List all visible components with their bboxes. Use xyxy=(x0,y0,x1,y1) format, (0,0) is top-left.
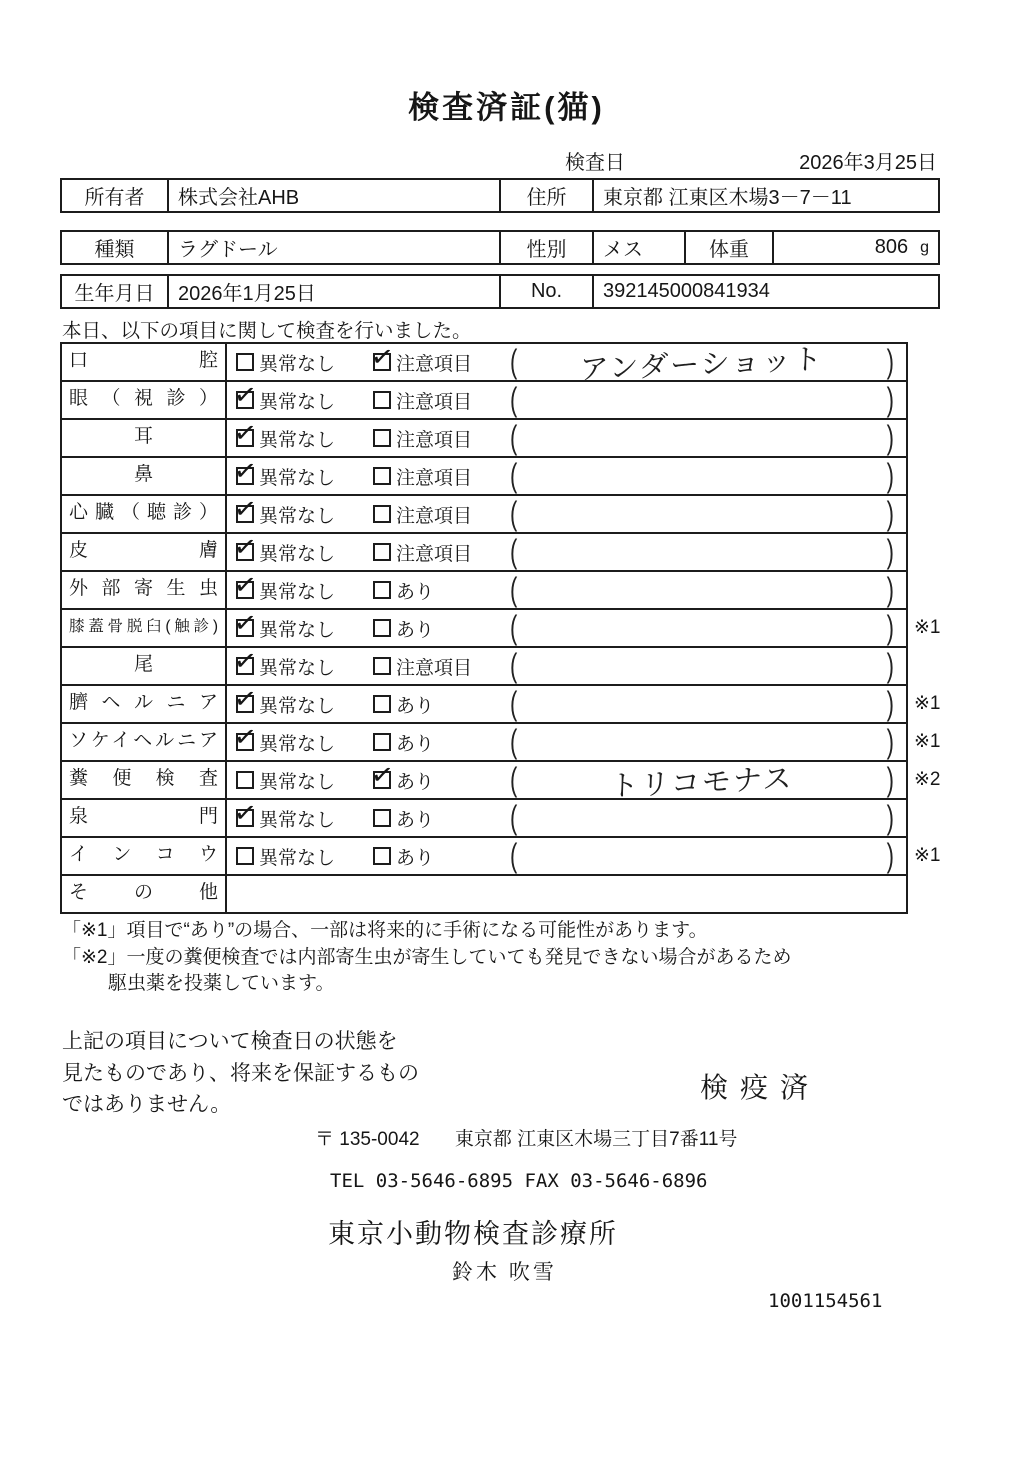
exam-option-2 xyxy=(373,539,510,566)
exam-item-label: 耳 xyxy=(62,420,227,456)
id-number-value: 392145000841934 xyxy=(603,280,770,302)
exam-option-1 xyxy=(236,615,373,642)
birth-table xyxy=(60,274,940,309)
exam-option-2-label: あり xyxy=(396,581,435,603)
checkbox-icon xyxy=(236,581,254,599)
breed-label: 種類 xyxy=(62,232,169,263)
open-paren: ( xyxy=(510,494,518,532)
exam-option-2-label: あり xyxy=(396,809,435,831)
clinic-postal-code: 〒 135-0042 xyxy=(315,1129,420,1150)
handwritten-note xyxy=(518,620,887,636)
exam-option-1 xyxy=(236,843,373,870)
exam-option-2-label: 注意項目 xyxy=(396,467,473,489)
checkbox-icon xyxy=(373,733,391,751)
weight-cell xyxy=(774,232,938,263)
open-paren: ( xyxy=(510,380,518,418)
exam-row xyxy=(62,496,906,534)
exam-option-2 xyxy=(373,501,510,528)
footnote-2-continued: 駆虫薬を投薬しています。 xyxy=(108,973,335,995)
exam-row xyxy=(62,684,941,724)
close-paren: ) xyxy=(886,456,894,494)
checkbox-icon xyxy=(236,353,254,371)
clinic-tel-fax: TEL 03-5646-6895 FAX 03-5646-6896 xyxy=(330,1170,708,1192)
id-number-label: No. xyxy=(501,276,594,307)
exam-option-1-label: 異常なし xyxy=(259,581,336,603)
sex-label: 性別 xyxy=(501,232,594,263)
close-paren: ) xyxy=(886,798,894,836)
open-paren: ( xyxy=(510,798,518,836)
exam-option-2-label: 注意項目 xyxy=(396,391,473,413)
exam-row-content xyxy=(227,800,906,836)
handwritten-note xyxy=(518,696,887,712)
checkbox-icon xyxy=(236,467,254,485)
exam-row-content xyxy=(227,648,906,684)
checkbox-icon xyxy=(236,429,254,447)
handwritten-note: アンダーショット xyxy=(579,343,825,386)
exam-option-2 xyxy=(373,463,510,490)
disclaimer-line-1: 上記の項目について検査日の状態を xyxy=(62,1030,398,1053)
checkbox-icon xyxy=(373,581,391,599)
exam-option-2 xyxy=(373,349,510,376)
footnote-mark: ※1 xyxy=(914,845,941,866)
close-paren: ) xyxy=(886,760,894,798)
exam-option-1-label: 異常なし xyxy=(259,809,336,831)
checkbox-icon xyxy=(236,543,254,561)
exam-item-label: その他 xyxy=(62,876,227,912)
exam-row xyxy=(62,382,906,420)
checkbox-icon xyxy=(236,619,254,637)
remark-field xyxy=(510,342,906,386)
exam-row xyxy=(62,458,906,496)
open-paren: ( xyxy=(510,608,518,646)
exam-option-1-label: 異常なし xyxy=(259,695,336,717)
exam-option-2-label: あり xyxy=(396,619,435,641)
exam-option-1-label: 異常なし xyxy=(259,505,336,527)
document-code: 1001154561 xyxy=(768,1290,883,1312)
inspection-date-label: 検査日 xyxy=(565,152,625,174)
open-paren: ( xyxy=(510,342,518,380)
footnote-2: 「※2」一度の糞便検査では内部寄生虫が寄生していても発見できない場合があるため xyxy=(62,946,792,968)
exam-row-content xyxy=(227,420,906,456)
checkbox-icon xyxy=(236,771,254,789)
exam-item-label: 鼻 xyxy=(62,458,227,494)
footnote-mark: ※1 xyxy=(914,693,941,714)
animal-info-table xyxy=(60,230,940,265)
handwritten-note xyxy=(518,582,887,598)
checkbox-icon xyxy=(373,505,391,523)
exam-item-label: ソケイヘルニア xyxy=(62,724,227,760)
checkbox-icon xyxy=(373,695,391,713)
exam-row xyxy=(62,534,906,572)
exam-row xyxy=(62,648,906,686)
birthdate-label: 生年月日 xyxy=(62,276,169,307)
remark-field xyxy=(510,532,906,570)
address-label: 住所 xyxy=(501,180,594,211)
checkbox-icon xyxy=(236,809,254,827)
checkbox-icon xyxy=(373,429,391,447)
checkbox-icon xyxy=(373,467,391,485)
exam-option-1-label: 異常なし xyxy=(259,733,336,755)
exam-option-2 xyxy=(373,767,510,794)
open-paren: ( xyxy=(510,532,518,570)
exam-option-2-label: 注意項目 xyxy=(396,657,473,679)
exam-option-2 xyxy=(373,843,510,870)
exam-row-content xyxy=(227,876,906,912)
remark-field xyxy=(510,608,906,646)
exam-row-content xyxy=(227,496,906,532)
exam-option-1-label: 異常なし xyxy=(259,467,336,489)
owner-value: 株式会社AHB xyxy=(169,180,501,211)
exam-option-1-label: 異常なし xyxy=(259,429,336,451)
close-paren: ) xyxy=(886,570,894,608)
footnote-mark: ※2 xyxy=(914,769,941,790)
exam-option-1 xyxy=(236,501,373,528)
remark-field xyxy=(510,570,906,608)
footnote-1: 「※1」項目で“あり”の場合、一部は将来的に手術になる可能性があります。 xyxy=(62,920,708,941)
exam-row xyxy=(62,800,906,838)
clinic-address-line xyxy=(315,1124,737,1151)
exam-item-label: 眼（視診） xyxy=(62,382,227,418)
disclaimer-line-3: ではありません。 xyxy=(62,1093,232,1116)
handwritten-note xyxy=(518,468,887,484)
exam-option-1-label: 異常なし xyxy=(259,619,336,641)
exam-row-content xyxy=(227,534,906,570)
open-paren: ( xyxy=(510,456,518,494)
footnote-mark: ※1 xyxy=(914,731,941,752)
exam-option-1-label: 異常なし xyxy=(259,657,336,679)
exam-option-1 xyxy=(236,387,373,414)
exam-option-1 xyxy=(236,691,373,718)
handwritten-note: トリコモナス xyxy=(609,762,795,803)
checkbox-icon xyxy=(373,657,391,675)
handwritten-note xyxy=(518,506,887,522)
exam-option-2 xyxy=(373,387,510,414)
exam-option-2-label: 注意項目 xyxy=(396,429,473,451)
checkbox-icon xyxy=(236,847,254,865)
open-paren: ( xyxy=(510,722,518,760)
exam-item-label: 尾 xyxy=(62,648,227,684)
handwritten-note xyxy=(518,734,887,750)
open-paren: ( xyxy=(510,418,518,456)
exam-option-2 xyxy=(373,805,510,832)
remark-field xyxy=(510,836,906,874)
remark-field xyxy=(510,684,906,722)
exam-item-label: 皮膚 xyxy=(62,534,227,570)
checkbox-icon xyxy=(236,657,254,675)
close-paren: ) xyxy=(886,380,894,418)
checkbox-icon xyxy=(373,847,391,865)
exam-item-label: 泉門 xyxy=(62,800,227,836)
close-paren: ) xyxy=(886,836,894,874)
exam-option-1 xyxy=(236,463,373,490)
exam-option-2-label: あり xyxy=(396,847,435,869)
exam-item-label: 口腔 xyxy=(62,344,227,380)
exam-option-1 xyxy=(236,577,373,604)
open-paren: ( xyxy=(510,570,518,608)
exam-option-1-label: 異常なし xyxy=(259,771,336,793)
exam-row-content xyxy=(227,686,906,722)
exam-option-1 xyxy=(236,805,373,832)
weight-value: 806 xyxy=(874,236,909,258)
close-paren: ) xyxy=(886,342,894,380)
remark-field xyxy=(510,456,906,494)
exam-option-2-label: 注意項目 xyxy=(396,353,473,375)
open-paren: ( xyxy=(510,836,518,874)
checkbox-icon xyxy=(373,771,391,789)
remark-field xyxy=(510,722,906,760)
handwritten-note xyxy=(518,430,887,446)
close-paren: ) xyxy=(886,684,894,722)
quarantine-stamp: 検疫済 xyxy=(700,1072,821,1103)
exam-option-1 xyxy=(236,729,373,756)
close-paren: ) xyxy=(886,608,894,646)
veterinarian-name: 鈴木 吹雪 xyxy=(452,1261,557,1284)
exam-option-2 xyxy=(373,653,510,680)
exam-option-2-label: 注意項目 xyxy=(396,505,473,527)
sex-value: メス xyxy=(594,232,686,263)
exam-option-1 xyxy=(236,425,373,452)
document-title: 検査済証(猫) xyxy=(408,90,605,125)
checkbox-icon xyxy=(236,733,254,751)
remark-field xyxy=(510,760,906,801)
handwritten-note xyxy=(518,848,887,864)
exam-item-label: 糞便検査 xyxy=(62,762,227,798)
exam-row xyxy=(62,608,941,648)
exam-row xyxy=(62,876,906,912)
exam-item-label: 臍ヘルニア xyxy=(62,686,227,722)
owner-label: 所有者 xyxy=(62,180,169,211)
exam-row-content xyxy=(227,342,906,386)
exam-option-2-label: 注意項目 xyxy=(396,543,473,565)
footnotes xyxy=(62,918,792,998)
clinic-name: 東京小動物検査診療所 xyxy=(328,1219,618,1249)
exam-row-content xyxy=(227,382,906,418)
exam-option-1-label: 異常なし xyxy=(259,543,336,565)
exam-option-1 xyxy=(236,539,373,566)
exam-option-1-label: 異常なし xyxy=(259,847,336,869)
exam-item-label: 心臓（聴診） xyxy=(62,496,227,532)
remark-field xyxy=(510,418,906,456)
exam-row xyxy=(62,420,906,458)
exam-item-label: インコウ xyxy=(62,838,227,874)
exam-row xyxy=(62,342,906,386)
disclaimer-text xyxy=(62,1026,419,1121)
exam-option-2-label: あり xyxy=(396,771,435,793)
checkbox-icon xyxy=(373,353,391,371)
exam-row xyxy=(62,836,941,876)
exam-option-2 xyxy=(373,691,510,718)
close-paren: ) xyxy=(886,646,894,684)
exam-row-content xyxy=(227,572,906,608)
exam-option-2 xyxy=(373,577,510,604)
checkbox-icon xyxy=(236,505,254,523)
handwritten-note xyxy=(518,658,887,674)
weight-unit: g xyxy=(920,238,929,256)
checkbox-icon xyxy=(236,391,254,409)
exam-option-2 xyxy=(373,729,510,756)
exam-table xyxy=(60,342,941,914)
birthdate-value: 2026年1月25日 xyxy=(169,276,501,307)
exam-option-2-label: あり xyxy=(396,695,435,717)
close-paren: ) xyxy=(886,494,894,532)
handwritten-note xyxy=(518,392,887,408)
remark-field xyxy=(510,494,906,532)
exam-option-1 xyxy=(236,767,373,794)
inspection-date-line xyxy=(565,146,937,175)
clinic-address: 東京都 江東区木場三丁目7番11号 xyxy=(454,1129,738,1150)
close-paren: ) xyxy=(886,722,894,760)
exam-row-content xyxy=(227,610,906,646)
open-paren: ( xyxy=(510,760,518,798)
disclaimer-line-2: 見たものであり、将来を保証するもの xyxy=(62,1061,419,1085)
exam-row-content xyxy=(227,760,906,803)
owner-table xyxy=(60,178,940,213)
exam-row xyxy=(62,572,906,610)
breed-value: ラグドール xyxy=(169,232,501,263)
exam-row-content xyxy=(227,458,906,494)
remark-field xyxy=(510,798,906,836)
intro-text: 本日、以下の項目に関して検査を行いました。 xyxy=(62,320,472,342)
exam-option-1 xyxy=(236,653,373,680)
inspection-date-value: 2026年3月25日 xyxy=(799,152,937,174)
exam-option-2 xyxy=(373,425,510,452)
address-value: 東京都 江東区木場3－7－11 xyxy=(603,187,852,209)
footnote-mark: ※1 xyxy=(914,617,941,638)
checkbox-icon xyxy=(373,809,391,827)
exam-option-1-label: 異常なし xyxy=(259,353,336,375)
close-paren: ) xyxy=(886,418,894,456)
checkbox-icon xyxy=(236,695,254,713)
checkbox-icon xyxy=(373,619,391,637)
exam-option-1 xyxy=(236,349,373,376)
exam-option-2 xyxy=(373,615,510,642)
exam-row-content xyxy=(227,838,906,874)
exam-item-label: 外部寄生虫 xyxy=(62,572,227,608)
exam-option-1-label: 異常なし xyxy=(259,391,336,413)
exam-item-label: 膝蓋骨脱臼(触診) xyxy=(62,610,227,646)
open-paren: ( xyxy=(510,684,518,722)
handwritten-note xyxy=(518,810,887,826)
checkbox-icon xyxy=(373,391,391,409)
weight-label: 体重 xyxy=(686,232,774,263)
exam-row xyxy=(62,760,941,803)
close-paren: ) xyxy=(886,532,894,570)
exam-option-2-label: あり xyxy=(396,733,435,755)
checkbox-icon xyxy=(373,543,391,561)
remark-field xyxy=(510,646,906,684)
open-paren: ( xyxy=(510,646,518,684)
remark-field xyxy=(510,380,906,418)
handwritten-note xyxy=(518,544,887,560)
